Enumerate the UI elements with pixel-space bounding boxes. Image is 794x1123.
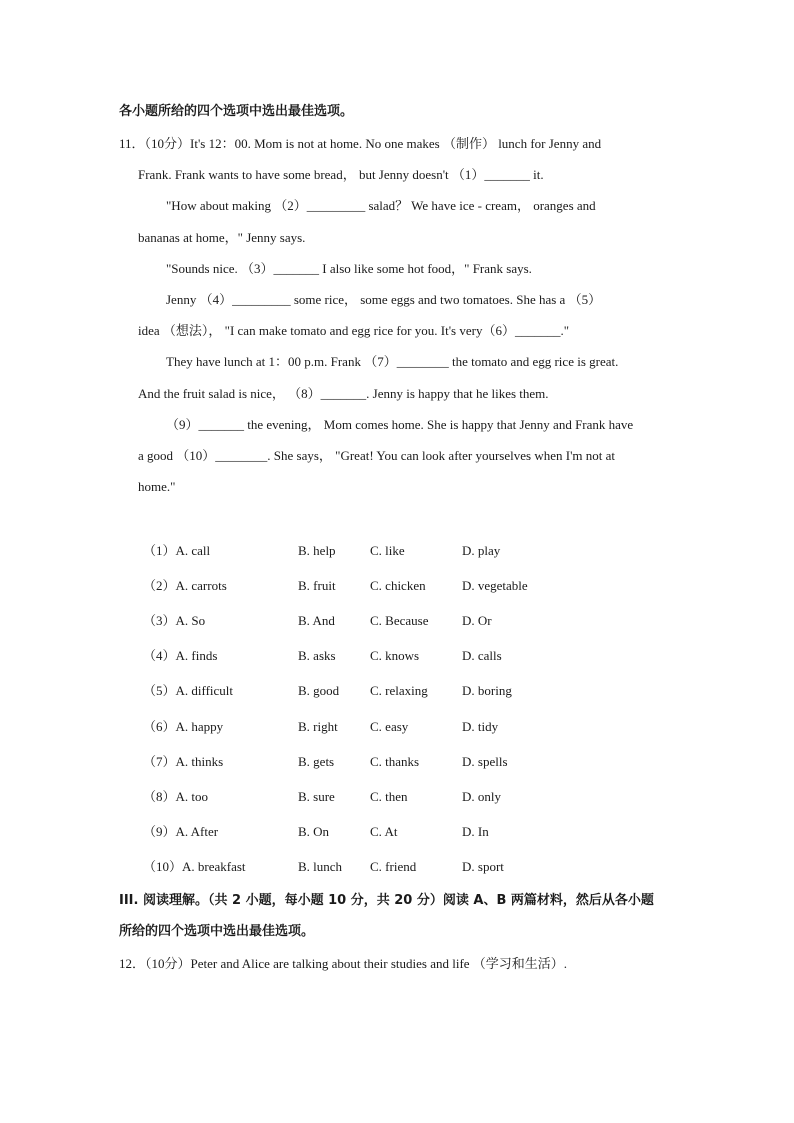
option-a: （7）A. thinks (143, 754, 224, 769)
option-d: D. boring (462, 683, 512, 698)
option-b: B. On (298, 824, 330, 839)
option-c: C. like (370, 543, 405, 558)
q11-line-6: Jenny （4）_________ some rice， some eggs and two tomatoes. She has a （5） (166, 292, 602, 307)
q11-line-8: They have lunch at 1：00 p.m. Frank （7）________ the tomato and egg rice is great. (166, 354, 619, 369)
option-a: （3）A. So (143, 613, 206, 628)
option-b: B. help (298, 543, 336, 558)
option-c: C. chicken (370, 578, 426, 593)
option-a: （8）A. too (143, 789, 209, 804)
option-a: （5）A. difficult (143, 683, 234, 698)
option-c: C. relaxing (370, 683, 428, 698)
option-a: （2）A. carrots (143, 578, 227, 593)
option-b: B. fruit (298, 578, 336, 593)
section-intro-line: 各小题所给的四个选项中选出最佳选项。 (119, 104, 354, 119)
q11-line-5: "Sounds nice. （3）_______ I also like some hot food，" Frank says. (166, 261, 532, 276)
option-d: D. vegetable (462, 578, 528, 593)
option-d: D. play (462, 543, 501, 558)
option-d: D. sport (462, 859, 504, 874)
option-a: （4）A. finds (143, 648, 218, 663)
option-c: C. then (370, 789, 408, 804)
option-c: C. Because (370, 613, 429, 628)
question-12-line: 12．（10分）Peter and Alice are talking about their studies and life （学习和生活）. (119, 956, 568, 971)
q11-line-1: 11．（10分）It's 12：00. Mom is not at home. No one makes （制作） lunch for Jenny and (119, 136, 602, 151)
option-c: C. thanks (370, 754, 420, 769)
option-d: D. Or (462, 613, 492, 628)
option-c: C. easy (370, 719, 409, 734)
option-d: D. In (462, 824, 489, 839)
q11-line-12: home." (138, 479, 176, 494)
option-a: （9）A. After (143, 824, 219, 839)
option-b: B. asks (298, 648, 336, 663)
option-a: （1）A. call (143, 543, 211, 558)
section-3-line-2: 所给的四个选项中选出最佳选项。 (119, 924, 315, 939)
q11-line-10: （9）_______ the evening， Mom comes home. She is happy that Jenny and Frank have (166, 417, 634, 432)
option-c: C. knows (370, 648, 420, 663)
q11-line-2: Frank. Frank wants to have some bread， but Jenny doesn't （1）_______ it. (138, 167, 544, 182)
option-c: C. friend (370, 859, 417, 874)
option-b: B. gets (298, 754, 335, 769)
option-c: C. At (370, 824, 398, 839)
q11-line-11: a good （10）________. She says， "Great! You can look after yourselves when I'm not at (138, 448, 616, 463)
option-d: D. spells (462, 754, 508, 769)
q11-line-3: "How about making （2）_________ salad？ We have ice - cream， oranges and (166, 198, 596, 213)
option-b: B. good (298, 683, 340, 698)
option-d: D. only (462, 789, 501, 804)
option-d: D. tidy (462, 719, 499, 734)
option-b: B. And (298, 613, 335, 628)
q11-line-7: idea （想法）， "I can make tomato and egg rice for you. It's very（6）_______." (138, 323, 570, 338)
q11-line-9: And the fruit salad is nice， （8）_______. Jenny is happy that he likes them. (138, 386, 549, 401)
option-b: B. sure (298, 789, 335, 804)
option-b: B. lunch (298, 859, 343, 874)
option-b: B. right (298, 719, 338, 734)
option-d: D. calls (462, 648, 502, 663)
option-a: （10）A. breakfast (143, 859, 246, 874)
section-3-line-1: III. 阅读理解。（共 2 小题，每小题 10 分，共 20 分）阅读 A、B 两篇材料，然后从各小题 (119, 893, 654, 908)
option-a: （6）A. happy (143, 719, 224, 734)
q11-line-4: bananas at home，" Jenny says. (138, 230, 306, 245)
